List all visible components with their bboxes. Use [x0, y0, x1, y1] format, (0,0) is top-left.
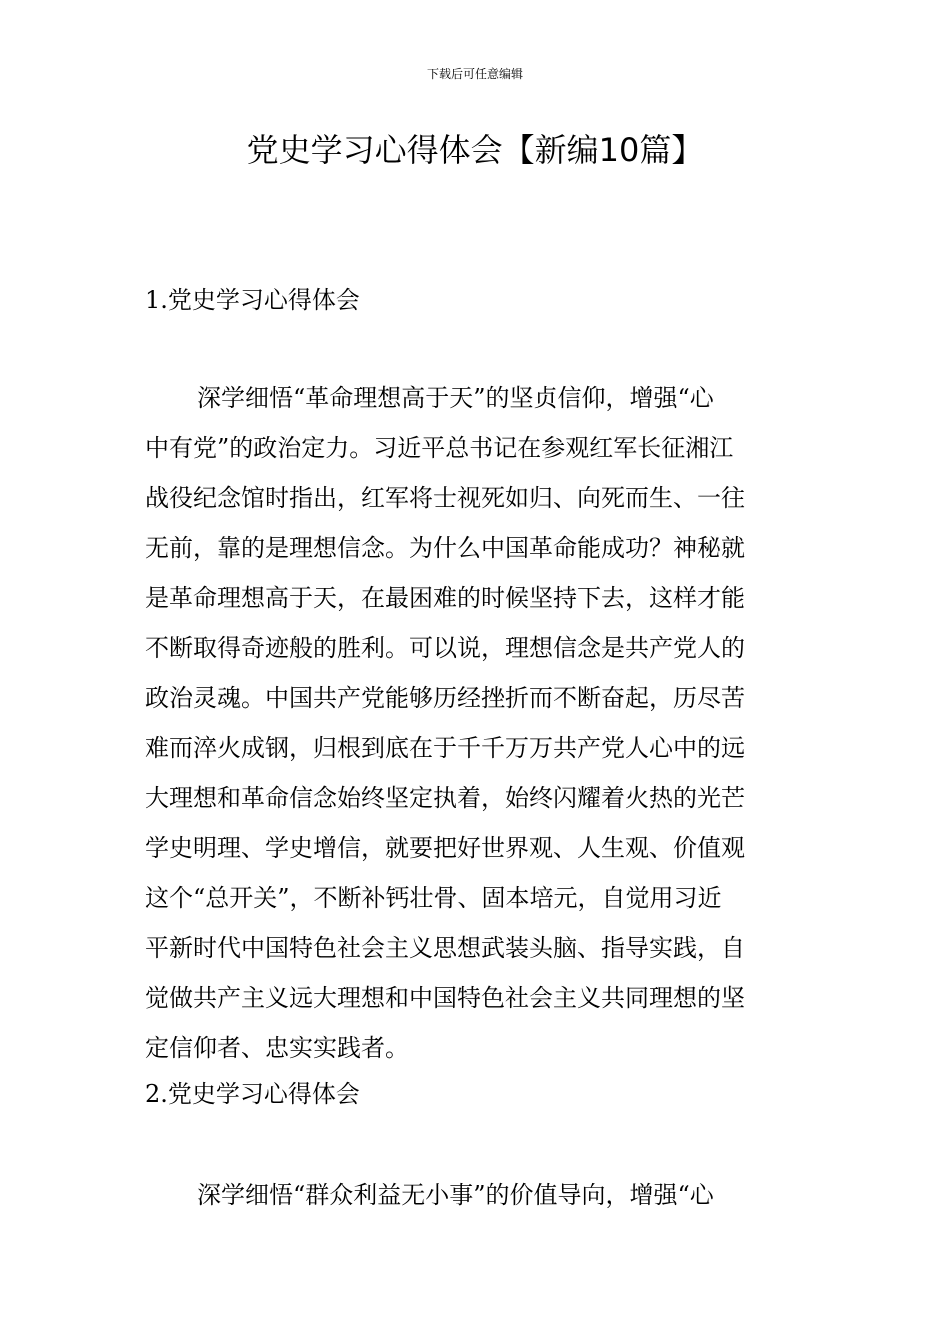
- paragraph-line: 大理想和革命信念始终坚定执着，始终闪耀着火热的光芒: [145, 784, 745, 812]
- paragraph-line: 是革命理想高于天，在最困难的时候坚持下去，这样才能: [145, 584, 745, 612]
- paragraph-line: 难而淬火成钢，归根到底在于千千万万共产党人心中的远: [145, 734, 745, 762]
- paragraph-line: 深学细悟“群众利益无小事”的价值导向，增强“心: [197, 1181, 714, 1209]
- paragraph-line: 学史明理、学史增信，就要把好世界观、人生观、价值观: [145, 834, 745, 862]
- paragraph-line: 无前，靠的是理想信念。为什么中国革命能成功？神秘就: [145, 534, 745, 562]
- paragraph-line: 平新时代中国特色社会主义思想武装头脑、指导实践，自: [145, 934, 745, 962]
- paragraph-line: 定信仰者、忠实实践者。: [145, 1034, 409, 1062]
- paragraph-line: 政治灵魂。中国共产党能够历经挫折而不断奋起，历尽苦: [145, 684, 745, 712]
- header-note: 下载后可任意编辑: [426, 67, 523, 81]
- paragraph-line: 中有党”的政治定力。习近平总书记在参观红军长征湘江: [145, 434, 734, 462]
- paragraph-line: 这个“总开关”，不断补钙壮骨、固本培元，自觉用习近: [145, 884, 722, 912]
- paragraph-line: 不断取得奇迹般的胜利。可以说，理想信念是共产党人的: [145, 634, 745, 662]
- paragraph-line: 战役纪念馆时指出，红军将士视死如归、向死而生、一往: [145, 484, 745, 512]
- paragraph-line: 觉做共产主义远大理想和中国特色社会主义共同理想的坚: [145, 984, 745, 1012]
- section-2-paragraph: [145, 1170, 810, 1220]
- document-title: 党史学习心得体会【新编10篇】: [246, 131, 704, 169]
- paragraph-line: 深学细悟“革命理想高于天”的坚贞信仰，增强“心: [197, 384, 714, 412]
- section-heading-1: 1.党史学习心得体会: [145, 286, 360, 314]
- section-1-paragraph: [145, 373, 810, 1073]
- section-heading-2: 2.党史学习心得体会: [145, 1080, 360, 1108]
